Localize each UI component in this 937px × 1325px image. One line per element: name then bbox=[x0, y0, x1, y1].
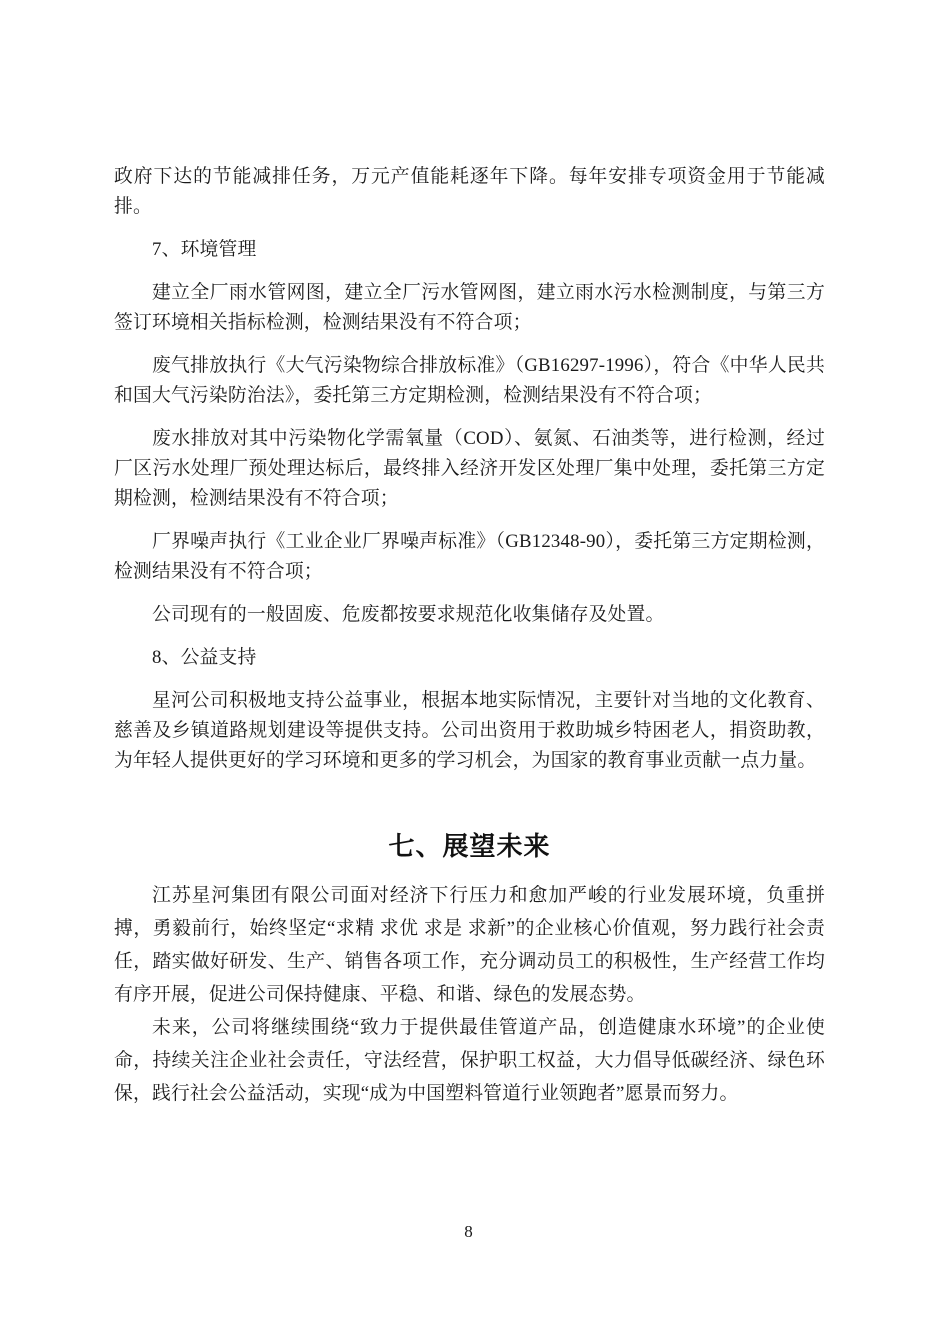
paragraph-outlook-1: 江苏星河集团有限公司面对经济下行压力和愈加严峻的行业发展环境，负重拼搏，勇毅前行，始终坚定“求精 求优 求是 求新”的企业核心价值观，努力践行社会责任，踏实做好研发、生产、销售各项工作，充分调动员工的积极性，生产经营工作均有序开展，促进公司保持健康、平稳、和谐、绿色的发展态势。 bbox=[114, 885, 825, 1005]
page-number: 8 bbox=[464, 1222, 473, 1241]
paragraph-noise: 厂界噪声执行《工业企业厂界噪声标准》（GB12348-90），委托第三方定期检测，检测结果没有不符合项； bbox=[114, 531, 825, 582]
paragraph-outlook-2: 未来，公司将继续围绕“致力于提供最佳管道产品，创造健康水环境”的企业使命，持续关注企业社会责任，守法经营，保护职工权益，大力倡导低碳经济、绿色环保，践行社会公益活动，实现“成为中国塑料管道行业领跑者”愿景而努力。 bbox=[114, 1017, 825, 1104]
subheading-charity-support: 8、公益支持 bbox=[152, 647, 257, 668]
page-content bbox=[114, 162, 825, 1110]
paragraph-solid-waste: 公司现有的一般固废、危废都按要求规范化收集储存及处置。 bbox=[152, 604, 665, 625]
paragraph-air-emission: 废气排放执行《大气污染物综合排放标准》（GB16297-1996），符合《中华人民共和国大气污染防治法》，委托第三方定期检测，检测结果没有不符合项； bbox=[114, 355, 825, 406]
paragraph-energy-saving-continuation: 政府下达的节能减排任务，万元产值能耗逐年下降。每年安排专项资金用于节能减排。 bbox=[114, 166, 825, 217]
subheading-environment-management: 7、环境管理 bbox=[152, 239, 257, 260]
paragraph-water-monitoring: 建立全厂雨水管网图，建立全厂污水管网图，建立雨水污水检测制度，与第三方签订环境相关指标检测，检测结果没有不符合项； bbox=[114, 282, 825, 333]
paragraph-charity: 星河公司积极地支持公益事业，根据本地实际情况，主要针对当地的文化教育、慈善及乡镇道路规划建设等提供支持。公司出资用于救助城乡特困老人，捐资助教，为年轻人提供更好的学习环境和更多的学习机会，为国家的教育事业贡献一点力量。 bbox=[114, 690, 825, 771]
paragraph-wastewater: 废水排放对其中污染物化学需氧量（COD）、氨氮、石油类等，进行检测，经过厂区污水处理厂预处理达标后，最终排入经济开发区处理厂集中处理，委托第三方定期检测，检测结果没有不符合项； bbox=[114, 428, 825, 509]
section-heading-future-outlook: 七、展望未来 bbox=[388, 831, 551, 861]
